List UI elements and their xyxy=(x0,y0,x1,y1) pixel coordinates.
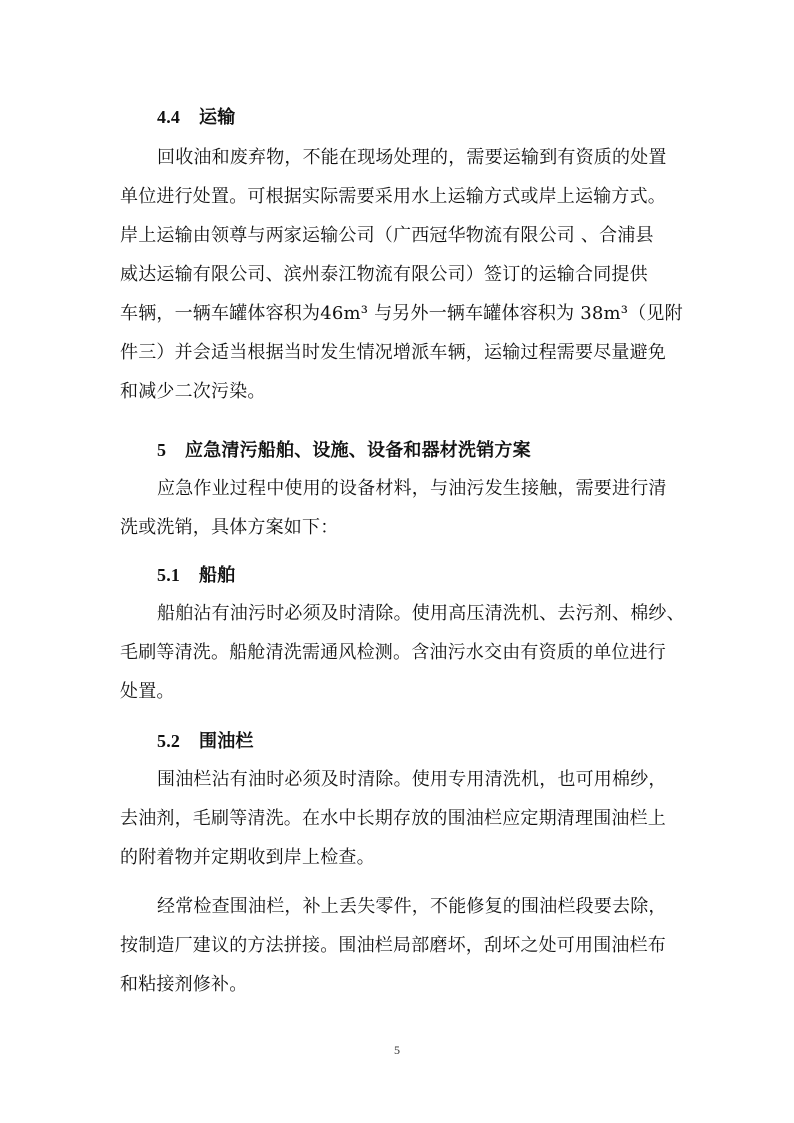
paragraph-line: 回收油和废弃物，不能在现场处理的，需要运输到有资质的处置 xyxy=(157,147,667,168)
paragraph-line: 单位进行处置。可根据实际需要采用水上运输方式或岸上运输方式。 xyxy=(120,186,666,207)
paragraph-line: 的附着物并定期收到岸上检查。 xyxy=(120,847,375,868)
section-title: 船舶 xyxy=(199,565,236,586)
paragraph-line: 应急作业过程中使用的设备材料，与油污发生接触，需要进行清 xyxy=(157,478,667,499)
paragraph-line: 按制造厂建议的方法拼接。围油栏局部磨坏，刮坏之处可用围油栏布 xyxy=(120,935,666,956)
paragraph-line: 去油剂，毛刷等清洗。在水中长期存放的围油栏应定期清理围油栏上 xyxy=(120,808,666,829)
paragraph-line: 车辆，一辆车罐体容积为46m³ 与另外一辆车罐体容积为 38m³（见附 xyxy=(120,303,683,324)
page-number: 5 xyxy=(394,1043,400,1057)
section-number: 5.1 xyxy=(157,565,181,585)
paragraph-line: 件三）并会适当根据当时发生情况增派车辆，运输过程需要尽量避免 xyxy=(120,342,666,363)
section-number: 5.2 xyxy=(157,731,181,751)
paragraph-line: 处置。 xyxy=(120,681,175,702)
section-number: 5 xyxy=(157,440,167,460)
paragraph-line: 船舶沾有油污时必须及时清除。使用高压清洗机、去污剂、棉纱、 xyxy=(157,603,685,624)
paragraph-line: 围油栏沾有油时必须及时清除。使用专用清洗机，也可用棉纱， xyxy=(157,769,667,790)
paragraph-line: 洗或洗销，具体方案如下： xyxy=(120,517,339,538)
paragraph-line: 经常检查围油栏，补上丢失零件，不能修复的围油栏段要去除， xyxy=(157,896,667,917)
paragraph-line: 威达运输有限公司、滨州泰江物流有限公司）签订的运输合同提供 xyxy=(120,264,648,285)
paragraph-line: 和减少二次污染。 xyxy=(120,381,266,402)
section-title: 运输 xyxy=(199,107,236,128)
section-title: 应急清污船舶、设施、设备和器材洗销方案 xyxy=(185,440,531,461)
section-number: 4.4 xyxy=(157,107,181,127)
section-heading-5-2 xyxy=(157,730,717,753)
section-heading-5 xyxy=(157,439,717,462)
paragraph-line: 岸上运输由领尊与两家运输公司（广西冠华物流有限公司 、合浦县 xyxy=(120,225,654,246)
paragraph-line: 和粘接剂修补。 xyxy=(120,974,248,995)
section-heading-5-1 xyxy=(157,564,717,587)
section-heading-4-4 xyxy=(157,106,717,129)
paragraph-line: 毛刷等清洗。船舱清洗需通风检测。含油污水交由有资质的单位进行 xyxy=(120,642,666,663)
section-title: 围油栏 xyxy=(199,731,254,752)
